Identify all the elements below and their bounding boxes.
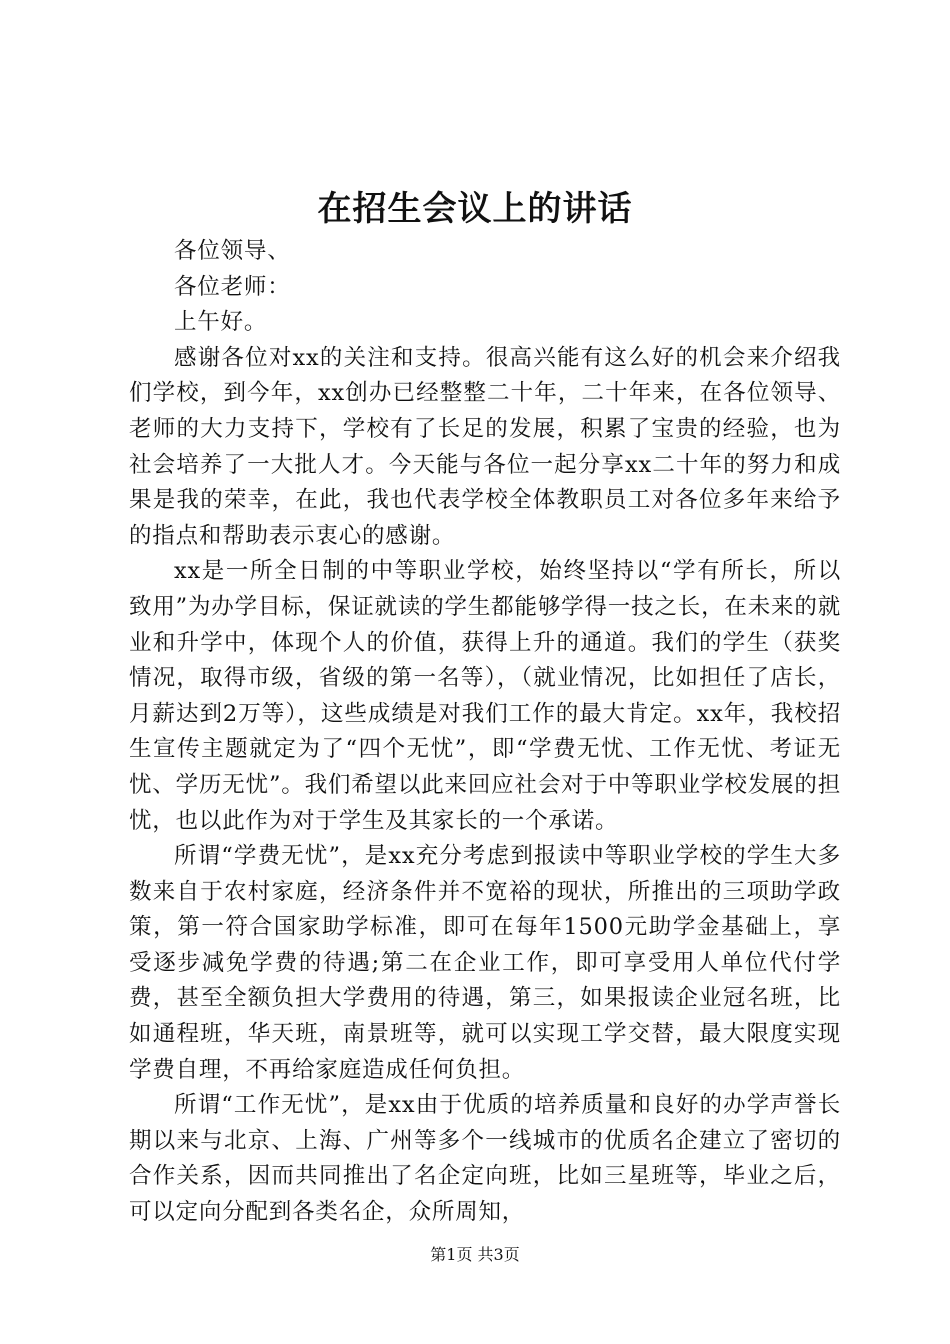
paragraph: 感谢各位对xx的关注和支持。很高兴能有这么好的机会来介绍我们学校，到今年，xx创办已经整整二十年，二十年来，在各位领导、老师的大力支持下，学校有了长足的发展，积累了宝贵的经验，也为社会培养了一大批人才。今天能与各位一起分享xx二十年的努力和成果是我的荣幸，在此，我也代表学校全体教职员工对各位多年来给予的指点和帮助表示衷心的感谢。	[129, 344, 841, 549]
document-body	[129, 234, 841, 1231]
paragraph: xx是一所全日制的中等职业学校，始终坚持以“学有所长，所以致用”为办学目标，保证就读的学生都能够学得一技之长，在未来的就业和升学中，体现个人的价值，获得上升的通道。我们的学生（获奖情况，取得市级，省级的第一名等），（就业情况，比如担任了店长，月薪达到2万等），这些成绩是对我们工作的最大肯定。xx年，我校招生宣传主题就定为了“四个无忧”，即“学费无忧、工作无忧、考证无忧、学历无忧”。我们希望以此来回应社会对于中等职业学校发展的担忧，也以此作为对于学生及其家长的一个承诺。	[129, 558, 841, 834]
page-number-footer: 第1页 共3页	[430, 1245, 520, 1264]
document-title: 在招生会议上的讲话	[317, 189, 633, 229]
salutation-teachers: 各位老师：	[174, 273, 291, 300]
paragraph: 所谓“工作无忧”，是xx由于优质的培养质量和良好的办学声誉长期以来与北京、上海、广州等多个一线城市的优质名企建立了密切的合作关系，因而共同推出了名企定向班，比如三星班等，毕业之后，可以定向分配到各类名企，众所周知，	[129, 1092, 841, 1226]
salutation-leaders: 各位领导、	[174, 238, 291, 264]
greeting: 上午好。	[174, 309, 268, 336]
paragraph: 所谓“学费无忧”，是xx充分考虑到报读中等职业学校的学生大多数来自于农村家庭，经济条件并不宽裕的现状，所推出的三项助学政策，第一符合国家助学标准，即可在每年1500元助学金基础上，享受逐步减免学费的待遇;第二在企业工作，即可享受用人单位代付学费，甚至全额负担大学费用的待遇，第三，如果报读企业冠名班，比如通程班，华天班，南景班等，就可以实现工学交替，最大限度实现学费自理，不再给家庭造成任何负担。	[129, 843, 841, 1083]
